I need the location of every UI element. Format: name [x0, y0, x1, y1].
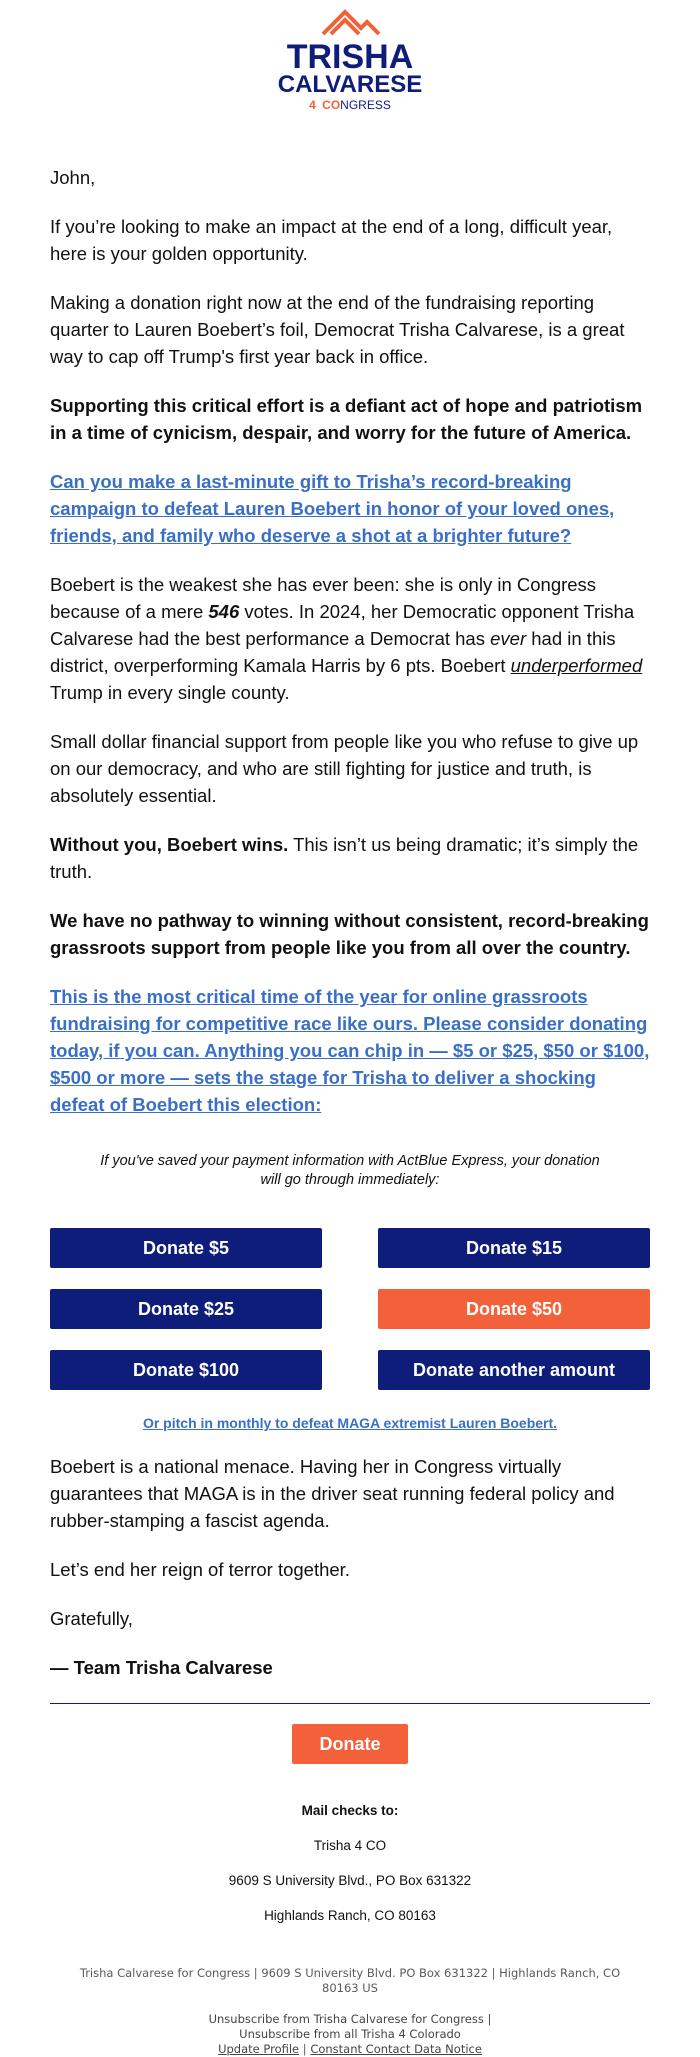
donate-25-button[interactable]: Donate $25: [50, 1289, 322, 1329]
donate-50-button[interactable]: Donate $50: [378, 1289, 650, 1329]
data-notice-link[interactable]: Constant Contact Data Notice: [310, 2042, 482, 2056]
mail-city: Highlands Ranch, CO 80163: [264, 1908, 436, 1923]
email-page: [0, 8, 700, 2057]
campaign-logo: [275, 8, 425, 118]
monthly-link-row: [50, 1410, 650, 1437]
emphasis-underperformed: underperformed: [510, 655, 643, 676]
actblue-note: If you've saved your payment information with ActBlue Express, your donation will go through immediately:: [100, 1153, 600, 1188]
logo-tag-rest: NGRESS: [340, 98, 391, 112]
mail-checks-block: [50, 1802, 650, 1925]
donate-button-grid: [50, 1228, 650, 1390]
paragraph-without-you: [50, 831, 650, 885]
mail-street: 9609 S University Blvd., PO Box 631322: [228, 1873, 472, 1888]
p4-part-a: Boebert is the weakest she has ever been: she is only in Congress because of a mere: [50, 574, 597, 622]
divider: [50, 1703, 650, 1704]
critical-time-link[interactable]: This is the most critical time of the year for online grassroots fundraising for competitive race like ours. Please consider donating today, if you can. Anything you can chip in — $5 or $25, $50 or $100, $500 or more — sets the stage for Trisha to deliver a shocking defeat of Boebert this election:: [50, 986, 650, 1115]
without-you-rest: This isn’t us being dramatic; it’s simply the truth.: [50, 834, 639, 882]
logo-name-line2: CALVARESE: [277, 71, 423, 98]
footer-unsubscribe-block: [60, 2012, 640, 2057]
link-paragraph-critical-time: [50, 983, 650, 1118]
without-you-bold: Without you, Boebert wins.: [50, 834, 289, 855]
email-body: [0, 118, 700, 1925]
paragraph-opportunity: If you’re looking to make an impact at the end of a long, difficult year, here is your golden opportunity.: [50, 216, 613, 264]
footer: [0, 1942, 700, 2057]
paragraph-donation: Making a donation right now at the end of the fundraising reporting quarter to Lauren Boebert’s foil, Democrat Trisha Calvarese, is a great way to cap off Trump's first year back in office.: [50, 292, 625, 367]
footer-address: Trisha Calvarese for Congress | 9609 S University Blvd. PO Box 631322 | Highlands Ranch, CO 80163 US: [79, 1966, 621, 1995]
mail-recipient: Trisha 4 CO: [313, 1838, 387, 1853]
footer-separator: |: [302, 2042, 307, 2056]
logo-name-line1: TRISHA: [286, 38, 414, 76]
paragraph-end-reign: Let’s end her reign of terror together.: [50, 1559, 350, 1580]
closing: Gratefully,: [50, 1608, 133, 1629]
mail-heading: Mail checks to:: [301, 1803, 399, 1818]
logo-tag-number: 4: [309, 98, 316, 112]
emphasis-ever: ever: [490, 628, 527, 649]
monthly-donation-link[interactable]: Or pitch in monthly to defeat MAGA extremist Lauren Boebert.: [142, 1415, 558, 1431]
paragraph-menace: Boebert is a national menace. Having her in Congress virtually guarantees that MAGA is in the driver seat running federal policy and rubber-stamping a fascist agenda.: [50, 1456, 615, 1531]
signature: — Team Trisha Calvarese: [50, 1657, 273, 1678]
donate-15-button[interactable]: Donate $15: [378, 1228, 650, 1268]
paragraph-no-pathway: We have no pathway to winning without consistent, record-breaking grassroots support from people like you from all over the country.: [50, 910, 649, 958]
paragraph-small-dollar: Small dollar financial support from people like you who refuse to give up on our democracy, and who are still fighting for justice and truth, is absolutely essential.: [50, 731, 639, 806]
donate-button[interactable]: Donate: [292, 1724, 408, 1764]
gift-link[interactable]: Can you make a last-minute gift to Trisha’s record-breaking campaign to defeat Lauren Boebert in honor of your loved ones, friends, and family who deserve a shot at a brighter future?: [50, 471, 615, 546]
greeting: John,: [50, 167, 96, 188]
unsubscribe-campaign-link[interactable]: Unsubscribe from Trisha Calvarese for Congress |: [208, 2012, 492, 2026]
donate-100-button[interactable]: Donate $100: [50, 1350, 322, 1390]
donate-5-button[interactable]: Donate $5: [50, 1228, 322, 1268]
unsubscribe-all-link[interactable]: Unsubscribe from all Trisha 4 Colorado: [239, 2027, 461, 2041]
logo-tagline: [309, 98, 391, 112]
paragraph-weakest: [50, 571, 650, 706]
donate-other-amount-button[interactable]: Donate another amount: [378, 1350, 650, 1390]
p4-part-b: votes. In 2024, her Democratic opponent Trisha Calvarese had the best performance a Democrat has: [50, 601, 635, 649]
logo-tag-co: CO: [322, 98, 341, 112]
paragraph-supporting: Supporting this critical effort is a defiant act of hope and patriotism in a time of cynicism, despair, and worry for the future of America.: [50, 395, 643, 443]
votes-count: 546: [208, 601, 240, 622]
update-profile-link[interactable]: Update Profile: [218, 2042, 300, 2056]
p4-part-d: Trump in every single county.: [50, 682, 290, 703]
mountain-icon: [323, 12, 379, 34]
link-paragraph-gift: [50, 468, 650, 549]
p4-part-c: had in this district, overperforming Kamala Harris by 6 pts. Boebert: [50, 628, 616, 676]
